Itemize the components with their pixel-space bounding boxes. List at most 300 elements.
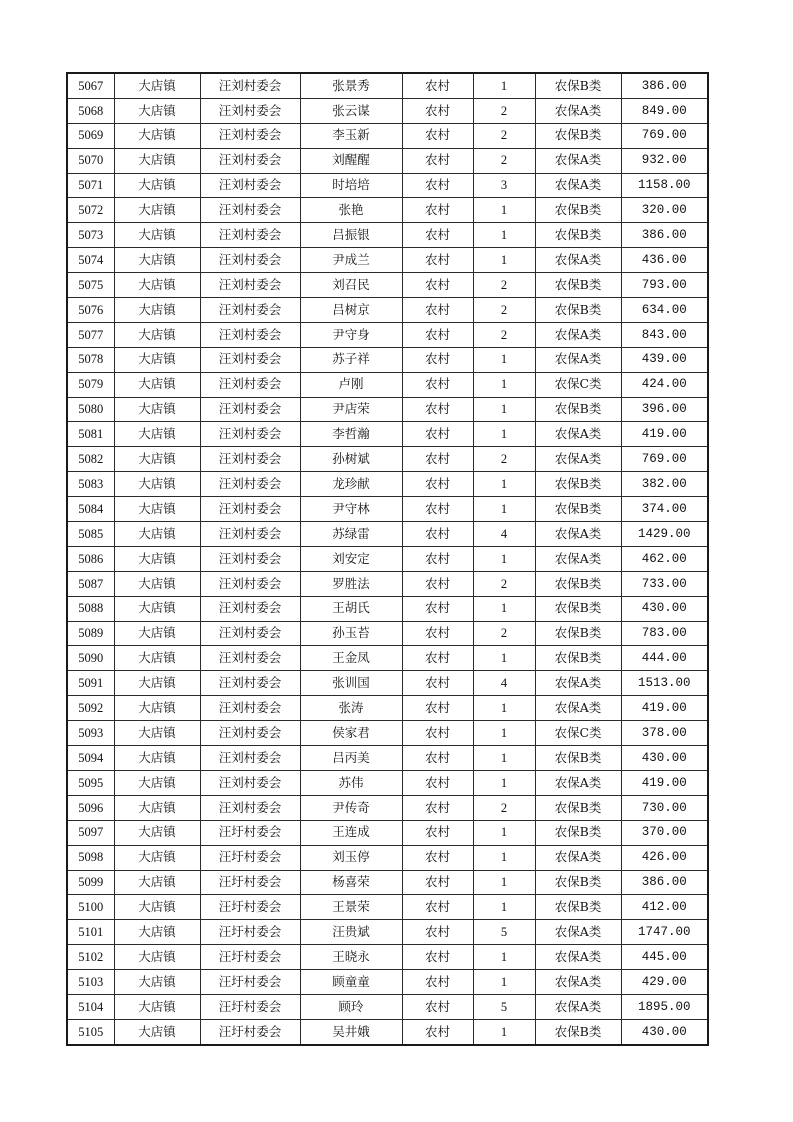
household-size-cell: 1: [473, 646, 535, 671]
village-committee-cell: 汪圩村委会: [200, 895, 300, 920]
town-cell: 大店镇: [114, 646, 200, 671]
household-size-cell: 2: [473, 571, 535, 596]
table-row: [67, 820, 708, 845]
name-cell: 王金凤: [300, 646, 402, 671]
town-cell: 大店镇: [114, 397, 200, 422]
household-size-cell: 1: [473, 248, 535, 273]
village-committee-cell: 汪刘村委会: [200, 596, 300, 621]
amount-cell: 419.00: [621, 696, 708, 721]
name-cell: 顾童童: [300, 970, 402, 995]
insurance-category-cell: 农保A类: [535, 422, 621, 447]
area-type-cell: 农村: [402, 945, 473, 970]
household-size-cell: 1: [473, 223, 535, 248]
town-cell: 大店镇: [114, 273, 200, 298]
town-cell: 大店镇: [114, 248, 200, 273]
name-cell: 刘安定: [300, 546, 402, 571]
amount-cell: 430.00: [621, 596, 708, 621]
table-row: [67, 596, 708, 621]
insurance-category-cell: 农保B类: [535, 273, 621, 298]
household-size-cell: 1: [473, 696, 535, 721]
serial-number-cell: 5103: [67, 970, 114, 995]
household-size-cell: 1: [473, 845, 535, 870]
name-cell: 龙珍献: [300, 472, 402, 497]
table-row: [67, 696, 708, 721]
area-type-cell: 农村: [402, 571, 473, 596]
amount-cell: 320.00: [621, 198, 708, 223]
insurance-category-cell: 农保B类: [535, 895, 621, 920]
area-type-cell: 农村: [402, 522, 473, 547]
table-row: [67, 1019, 708, 1044]
area-type-cell: 农村: [402, 73, 473, 98]
table-row: [67, 422, 708, 447]
amount-cell: 1158.00: [621, 173, 708, 198]
town-cell: 大店镇: [114, 447, 200, 472]
name-cell: 尹守林: [300, 497, 402, 522]
name-cell: 刘醒醒: [300, 148, 402, 173]
household-size-cell: 1: [473, 895, 535, 920]
serial-number-cell: 5075: [67, 273, 114, 298]
insurance-category-cell: 农保B类: [535, 870, 621, 895]
town-cell: 大店镇: [114, 497, 200, 522]
serial-number-cell: 5092: [67, 696, 114, 721]
village-committee-cell: 汪刘村委会: [200, 522, 300, 547]
area-type-cell: 农村: [402, 696, 473, 721]
insurance-category-cell: 农保B类: [535, 472, 621, 497]
serial-number-cell: 5088: [67, 596, 114, 621]
amount-cell: 382.00: [621, 472, 708, 497]
area-type-cell: 农村: [402, 198, 473, 223]
town-cell: 大店镇: [114, 472, 200, 497]
serial-number-cell: 5100: [67, 895, 114, 920]
amount-cell: 370.00: [621, 820, 708, 845]
name-cell: 尹店荣: [300, 397, 402, 422]
amount-cell: 436.00: [621, 248, 708, 273]
table-row: [67, 123, 708, 148]
household-size-cell: 1: [473, 820, 535, 845]
serial-number-cell: 5104: [67, 994, 114, 1019]
village-committee-cell: 汪刘村委会: [200, 298, 300, 323]
name-cell: 罗胜法: [300, 571, 402, 596]
serial-number-cell: 5093: [67, 721, 114, 746]
town-cell: 大店镇: [114, 298, 200, 323]
name-cell: 李玉新: [300, 123, 402, 148]
area-type-cell: 农村: [402, 148, 473, 173]
amount-cell: 445.00: [621, 945, 708, 970]
village-committee-cell: 汪圩村委会: [200, 820, 300, 845]
table-row: [67, 447, 708, 472]
name-cell: 孙玉苔: [300, 621, 402, 646]
amount-cell: 733.00: [621, 571, 708, 596]
table-row: [67, 148, 708, 173]
village-committee-cell: 汪刘村委会: [200, 621, 300, 646]
table-row: [67, 770, 708, 795]
table-row: [67, 671, 708, 696]
insurance-category-cell: 农保B类: [535, 571, 621, 596]
area-type-cell: 农村: [402, 621, 473, 646]
table-row: [67, 571, 708, 596]
insurance-category-cell: 农保A类: [535, 920, 621, 945]
town-cell: 大店镇: [114, 945, 200, 970]
amount-cell: 374.00: [621, 497, 708, 522]
insurance-category-cell: 农保B类: [535, 298, 621, 323]
household-size-cell: 1: [473, 73, 535, 98]
village-committee-cell: 汪刘村委会: [200, 248, 300, 273]
household-size-cell: 1: [473, 497, 535, 522]
table-row: [67, 546, 708, 571]
name-cell: 卢刚: [300, 372, 402, 397]
town-cell: 大店镇: [114, 845, 200, 870]
serial-number-cell: 5099: [67, 870, 114, 895]
household-size-cell: 1: [473, 546, 535, 571]
name-cell: 张涛: [300, 696, 402, 721]
amount-cell: 793.00: [621, 273, 708, 298]
area-type-cell: 农村: [402, 746, 473, 771]
name-cell: 时培培: [300, 173, 402, 198]
area-type-cell: 农村: [402, 372, 473, 397]
village-committee-cell: 汪圩村委会: [200, 970, 300, 995]
insurance-category-cell: 农保A类: [535, 671, 621, 696]
insurance-category-cell: 农保B类: [535, 646, 621, 671]
table-row: [67, 73, 708, 98]
area-type-cell: 农村: [402, 98, 473, 123]
village-committee-cell: 汪刘村委会: [200, 696, 300, 721]
serial-number-cell: 5089: [67, 621, 114, 646]
insurance-category-cell: 农保A类: [535, 322, 621, 347]
village-committee-cell: 汪刘村委会: [200, 198, 300, 223]
village-committee-cell: 汪刘村委会: [200, 447, 300, 472]
household-size-cell: 1: [473, 422, 535, 447]
town-cell: 大店镇: [114, 522, 200, 547]
serial-number-cell: 5085: [67, 522, 114, 547]
name-cell: 张训国: [300, 671, 402, 696]
village-committee-cell: 汪刘村委会: [200, 322, 300, 347]
name-cell: 吕振银: [300, 223, 402, 248]
table-row: [67, 746, 708, 771]
table-body: [67, 73, 708, 1045]
area-type-cell: 农村: [402, 646, 473, 671]
household-size-cell: 1: [473, 397, 535, 422]
household-size-cell: 2: [473, 98, 535, 123]
village-committee-cell: 汪刘村委会: [200, 721, 300, 746]
village-committee-cell: 汪刘村委会: [200, 422, 300, 447]
amount-cell: 1429.00: [621, 522, 708, 547]
name-cell: 王晓永: [300, 945, 402, 970]
area-type-cell: 农村: [402, 397, 473, 422]
town-cell: 大店镇: [114, 422, 200, 447]
amount-cell: 412.00: [621, 895, 708, 920]
serial-number-cell: 5071: [67, 173, 114, 198]
household-size-cell: 2: [473, 148, 535, 173]
insurance-category-cell: 农保A类: [535, 148, 621, 173]
table-row: [67, 994, 708, 1019]
amount-cell: 386.00: [621, 223, 708, 248]
village-committee-cell: 汪刘村委会: [200, 571, 300, 596]
name-cell: 李哲瀚: [300, 422, 402, 447]
name-cell: 苏伟: [300, 770, 402, 795]
area-type-cell: 农村: [402, 845, 473, 870]
serial-number-cell: 5086: [67, 546, 114, 571]
table-row: [67, 298, 708, 323]
insurance-category-cell: 农保B类: [535, 621, 621, 646]
area-type-cell: 农村: [402, 422, 473, 447]
table-row: [67, 870, 708, 895]
amount-cell: 1513.00: [621, 671, 708, 696]
area-type-cell: 农村: [402, 273, 473, 298]
household-size-cell: 1: [473, 970, 535, 995]
town-cell: 大店镇: [114, 795, 200, 820]
serial-number-cell: 5090: [67, 646, 114, 671]
town-cell: 大店镇: [114, 770, 200, 795]
serial-number-cell: 5080: [67, 397, 114, 422]
area-type-cell: 农村: [402, 497, 473, 522]
serial-number-cell: 5087: [67, 571, 114, 596]
table-row: [67, 920, 708, 945]
table-row: [67, 397, 708, 422]
area-type-cell: 农村: [402, 920, 473, 945]
insurance-category-cell: 农保A类: [535, 347, 621, 372]
town-cell: 大店镇: [114, 721, 200, 746]
insurance-category-cell: 农保B类: [535, 223, 621, 248]
town-cell: 大店镇: [114, 920, 200, 945]
household-size-cell: 2: [473, 298, 535, 323]
insurance-category-cell: 农保A类: [535, 696, 621, 721]
serial-number-cell: 5102: [67, 945, 114, 970]
table-row: [67, 248, 708, 273]
town-cell: 大店镇: [114, 347, 200, 372]
name-cell: 侯家君: [300, 721, 402, 746]
amount-cell: 730.00: [621, 795, 708, 820]
household-size-cell: 4: [473, 522, 535, 547]
relief-roster-table: [66, 72, 709, 1046]
town-cell: 大店镇: [114, 546, 200, 571]
serial-number-cell: 5098: [67, 845, 114, 870]
town-cell: 大店镇: [114, 970, 200, 995]
amount-cell: 386.00: [621, 73, 708, 98]
name-cell: 顾玲: [300, 994, 402, 1019]
village-committee-cell: 汪圩村委会: [200, 1019, 300, 1044]
village-committee-cell: 汪圩村委会: [200, 845, 300, 870]
town-cell: 大店镇: [114, 696, 200, 721]
serial-number-cell: 5096: [67, 795, 114, 820]
town-cell: 大店镇: [114, 994, 200, 1019]
village-committee-cell: 汪刘村委会: [200, 223, 300, 248]
table-row: [67, 721, 708, 746]
village-committee-cell: 汪圩村委会: [200, 945, 300, 970]
area-type-cell: 农村: [402, 173, 473, 198]
area-type-cell: 农村: [402, 1019, 473, 1044]
amount-cell: 439.00: [621, 347, 708, 372]
household-size-cell: 5: [473, 994, 535, 1019]
household-size-cell: 1: [473, 198, 535, 223]
table-row: [67, 273, 708, 298]
name-cell: 孙树斌: [300, 447, 402, 472]
household-size-cell: 2: [473, 795, 535, 820]
amount-cell: 386.00: [621, 870, 708, 895]
amount-cell: 430.00: [621, 746, 708, 771]
table-row: [67, 845, 708, 870]
household-size-cell: 5: [473, 920, 535, 945]
town-cell: 大店镇: [114, 820, 200, 845]
amount-cell: 1747.00: [621, 920, 708, 945]
insurance-category-cell: 农保A类: [535, 447, 621, 472]
insurance-category-cell: 农保A类: [535, 845, 621, 870]
area-type-cell: 农村: [402, 546, 473, 571]
name-cell: 汪贵斌: [300, 920, 402, 945]
area-type-cell: 农村: [402, 770, 473, 795]
town-cell: 大店镇: [114, 173, 200, 198]
insurance-category-cell: 农保B类: [535, 596, 621, 621]
table-row: [67, 223, 708, 248]
table-row: [67, 497, 708, 522]
amount-cell: 429.00: [621, 970, 708, 995]
serial-number-cell: 5070: [67, 148, 114, 173]
town-cell: 大店镇: [114, 596, 200, 621]
insurance-category-cell: 农保C类: [535, 372, 621, 397]
serial-number-cell: 5094: [67, 746, 114, 771]
serial-number-cell: 5081: [67, 422, 114, 447]
serial-number-cell: 5095: [67, 770, 114, 795]
table-row: [67, 970, 708, 995]
name-cell: 张云谋: [300, 98, 402, 123]
insurance-category-cell: 农保B类: [535, 820, 621, 845]
area-type-cell: 农村: [402, 970, 473, 995]
serial-number-cell: 5084: [67, 497, 114, 522]
table-row: [67, 322, 708, 347]
town-cell: 大店镇: [114, 870, 200, 895]
area-type-cell: 农村: [402, 472, 473, 497]
serial-number-cell: 5079: [67, 372, 114, 397]
name-cell: 刘玉停: [300, 845, 402, 870]
table-row: [67, 621, 708, 646]
household-size-cell: 1: [473, 721, 535, 746]
table-row: [67, 472, 708, 497]
area-type-cell: 农村: [402, 795, 473, 820]
town-cell: 大店镇: [114, 98, 200, 123]
amount-cell: 634.00: [621, 298, 708, 323]
name-cell: 苏绿雷: [300, 522, 402, 547]
name-cell: 吴井娥: [300, 1019, 402, 1044]
household-size-cell: 1: [473, 372, 535, 397]
household-size-cell: 1: [473, 770, 535, 795]
village-committee-cell: 汪刘村委会: [200, 646, 300, 671]
amount-cell: 843.00: [621, 322, 708, 347]
serial-number-cell: 5101: [67, 920, 114, 945]
insurance-category-cell: 农保A类: [535, 770, 621, 795]
insurance-category-cell: 农保A类: [535, 173, 621, 198]
village-committee-cell: 汪刘村委会: [200, 671, 300, 696]
amount-cell: 769.00: [621, 123, 708, 148]
serial-number-cell: 5078: [67, 347, 114, 372]
name-cell: 尹传奇: [300, 795, 402, 820]
serial-number-cell: 5069: [67, 123, 114, 148]
serial-number-cell: 5083: [67, 472, 114, 497]
insurance-category-cell: 农保B类: [535, 1019, 621, 1044]
insurance-category-cell: 农保B类: [535, 73, 621, 98]
serial-number-cell: 5074: [67, 248, 114, 273]
village-committee-cell: 汪圩村委会: [200, 920, 300, 945]
insurance-category-cell: 农保A类: [535, 970, 621, 995]
name-cell: 王连成: [300, 820, 402, 845]
amount-cell: 424.00: [621, 372, 708, 397]
household-size-cell: 1: [473, 596, 535, 621]
village-committee-cell: 汪刘村委会: [200, 497, 300, 522]
area-type-cell: 农村: [402, 870, 473, 895]
serial-number-cell: 5072: [67, 198, 114, 223]
amount-cell: 426.00: [621, 845, 708, 870]
name-cell: 苏子祥: [300, 347, 402, 372]
area-type-cell: 农村: [402, 895, 473, 920]
amount-cell: 430.00: [621, 1019, 708, 1044]
amount-cell: 378.00: [621, 721, 708, 746]
town-cell: 大店镇: [114, 1019, 200, 1044]
insurance-category-cell: 农保B类: [535, 397, 621, 422]
table-row: [67, 522, 708, 547]
name-cell: 刘召民: [300, 273, 402, 298]
name-cell: 吕树京: [300, 298, 402, 323]
village-committee-cell: 汪刘村委会: [200, 98, 300, 123]
household-size-cell: 2: [473, 322, 535, 347]
area-type-cell: 农村: [402, 820, 473, 845]
village-committee-cell: 汪刘村委会: [200, 273, 300, 298]
serial-number-cell: 5067: [67, 73, 114, 98]
table-row: [67, 347, 708, 372]
amount-cell: 783.00: [621, 621, 708, 646]
town-cell: 大店镇: [114, 123, 200, 148]
insurance-category-cell: 农保A类: [535, 546, 621, 571]
town-cell: 大店镇: [114, 198, 200, 223]
amount-cell: 932.00: [621, 148, 708, 173]
amount-cell: 849.00: [621, 98, 708, 123]
name-cell: 尹成兰: [300, 248, 402, 273]
household-size-cell: 1: [473, 1019, 535, 1044]
insurance-category-cell: 农保B类: [535, 497, 621, 522]
household-size-cell: 2: [473, 273, 535, 298]
amount-cell: 462.00: [621, 546, 708, 571]
village-committee-cell: 汪刘村委会: [200, 770, 300, 795]
village-committee-cell: 汪刘村委会: [200, 546, 300, 571]
amount-cell: 419.00: [621, 422, 708, 447]
name-cell: 张景秀: [300, 73, 402, 98]
insurance-category-cell: 农保A类: [535, 522, 621, 547]
amount-cell: 396.00: [621, 397, 708, 422]
village-committee-cell: 汪刘村委会: [200, 148, 300, 173]
area-type-cell: 农村: [402, 596, 473, 621]
table-row: [67, 646, 708, 671]
serial-number-cell: 5097: [67, 820, 114, 845]
village-committee-cell: 汪刘村委会: [200, 123, 300, 148]
table-row: [67, 372, 708, 397]
insurance-category-cell: 农保A类: [535, 945, 621, 970]
serial-number-cell: 5073: [67, 223, 114, 248]
village-committee-cell: 汪刘村委会: [200, 173, 300, 198]
table-row: [67, 173, 708, 198]
table-row: [67, 198, 708, 223]
name-cell: 张艳: [300, 198, 402, 223]
village-committee-cell: 汪刘村委会: [200, 73, 300, 98]
village-committee-cell: 汪刘村委会: [200, 472, 300, 497]
area-type-cell: 农村: [402, 447, 473, 472]
village-committee-cell: 汪圩村委会: [200, 994, 300, 1019]
insurance-category-cell: 农保A类: [535, 248, 621, 273]
table-row: [67, 895, 708, 920]
amount-cell: 1895.00: [621, 994, 708, 1019]
area-type-cell: 农村: [402, 298, 473, 323]
village-committee-cell: 汪刘村委会: [200, 795, 300, 820]
town-cell: 大店镇: [114, 571, 200, 596]
village-committee-cell: 汪刘村委会: [200, 347, 300, 372]
area-type-cell: 农村: [402, 671, 473, 696]
village-committee-cell: 汪刘村委会: [200, 397, 300, 422]
